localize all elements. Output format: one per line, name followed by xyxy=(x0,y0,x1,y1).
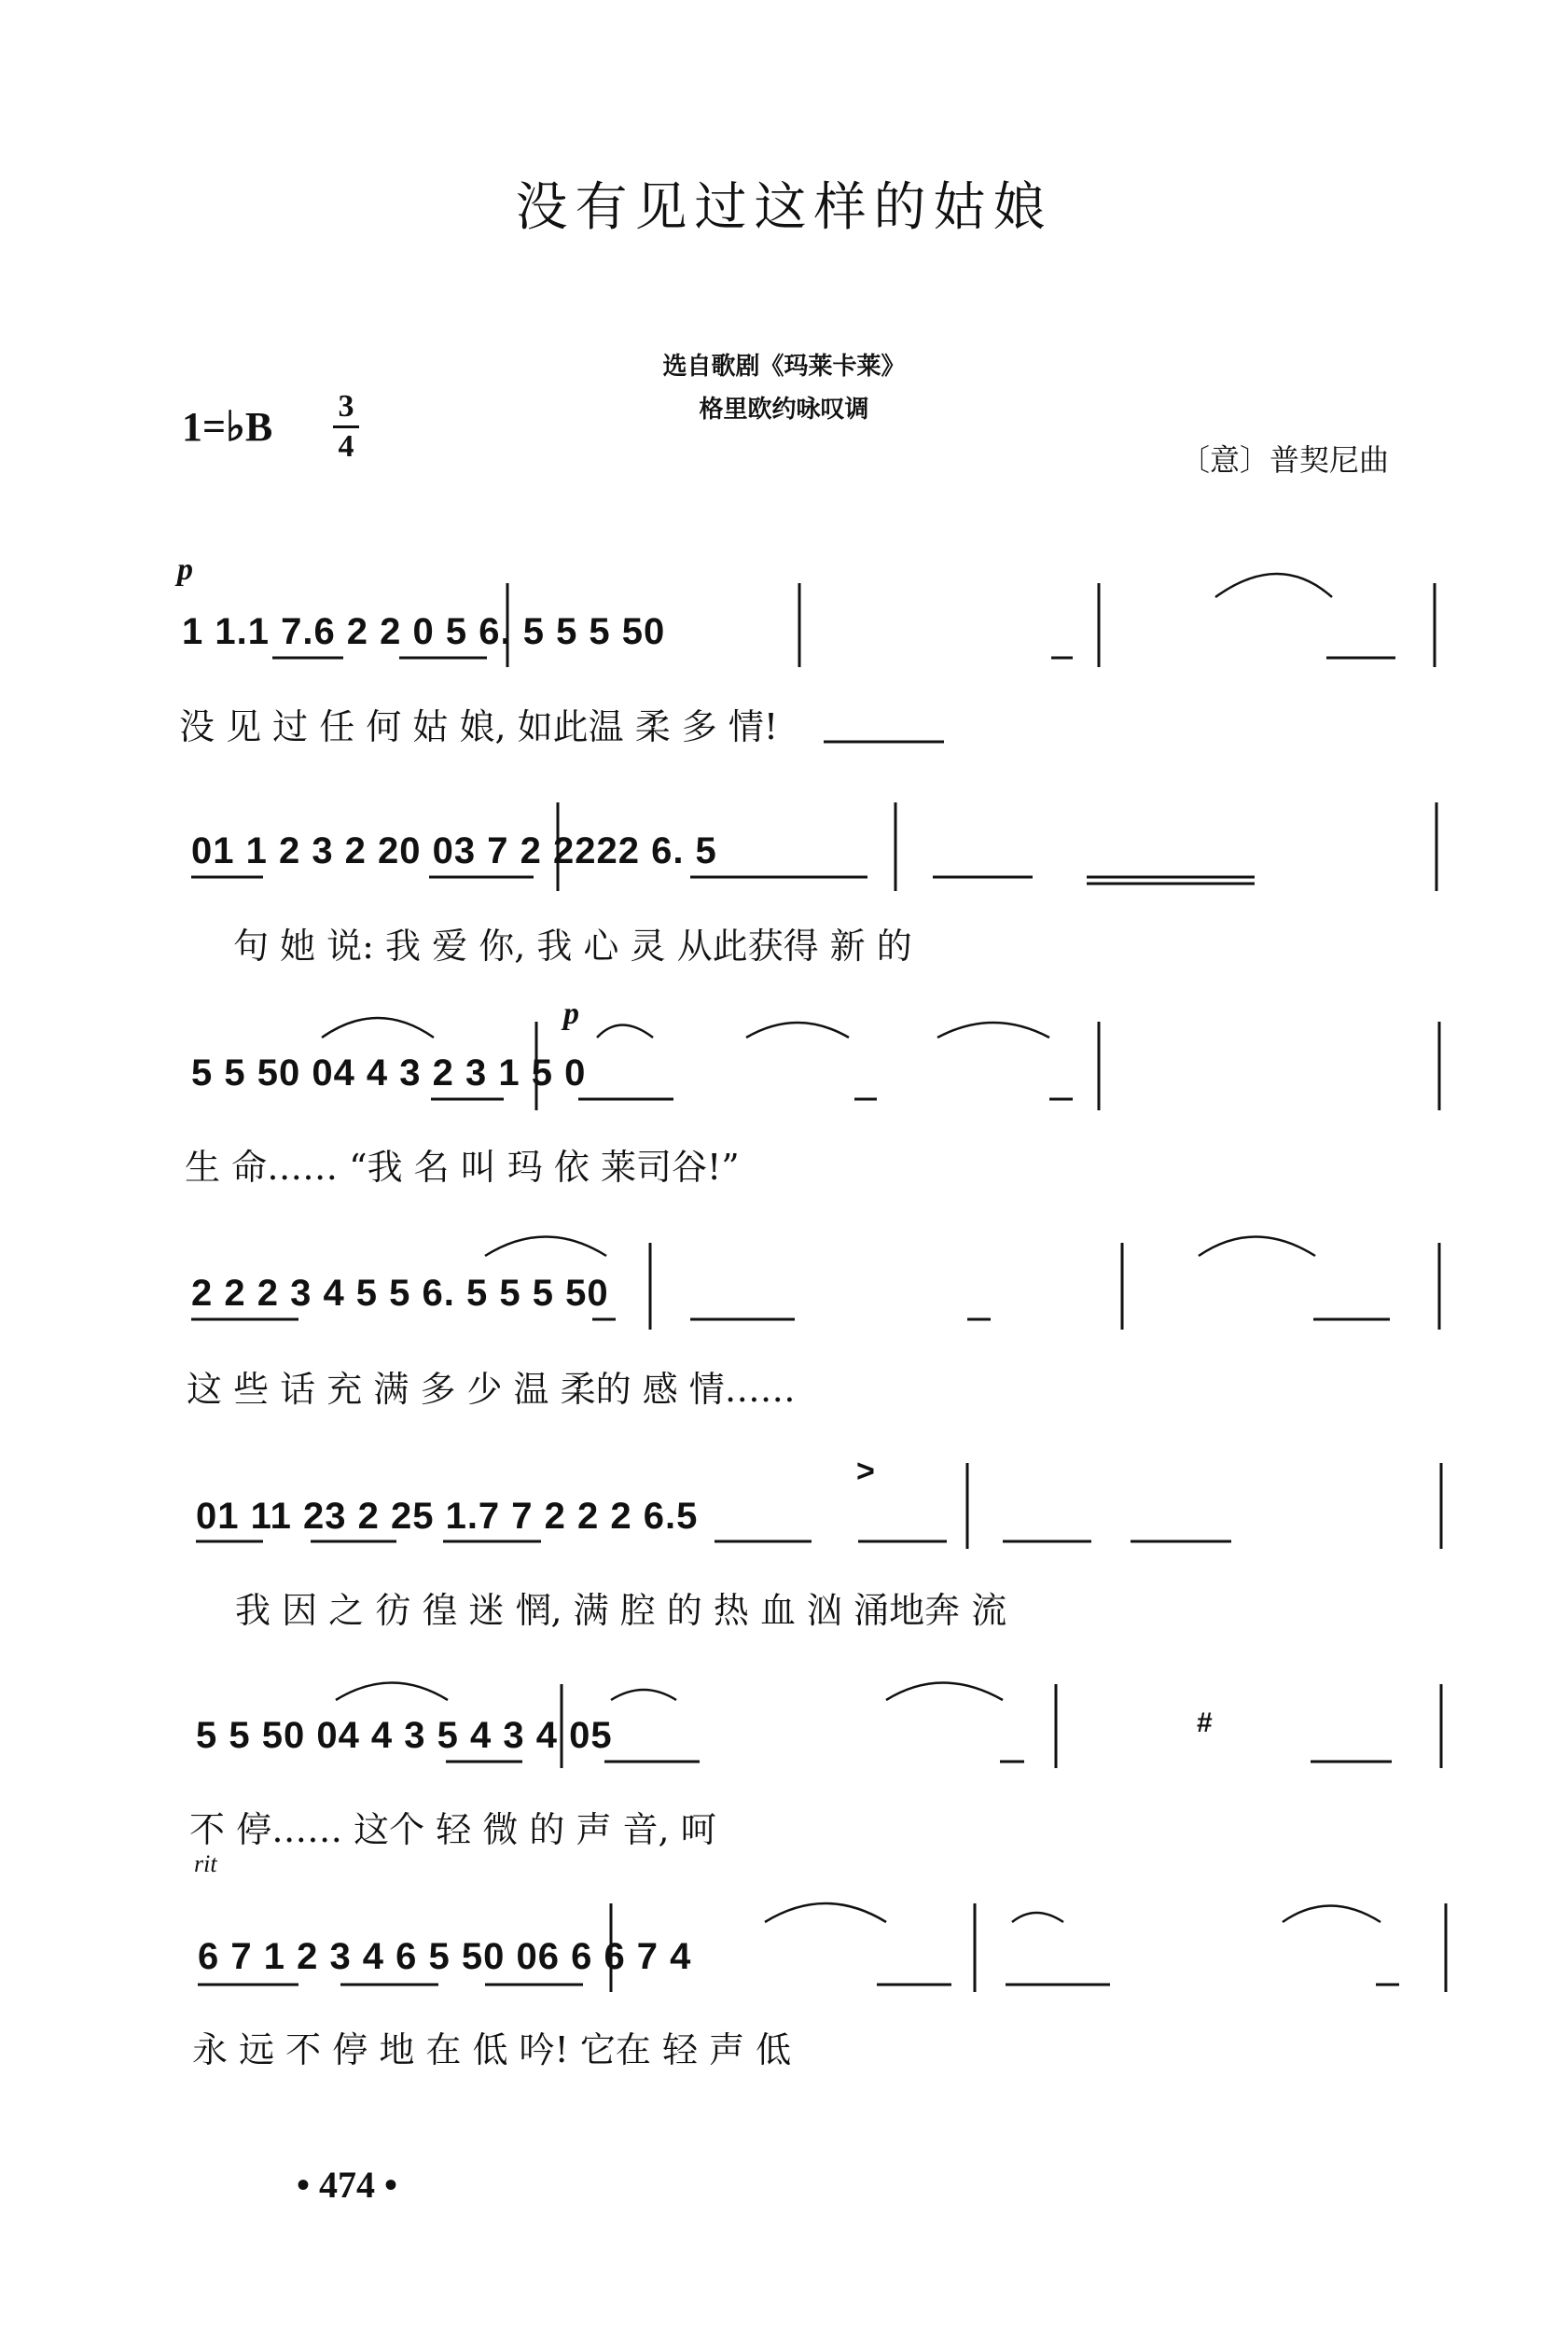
slur xyxy=(1215,574,1332,597)
notation-row-4: 2 2 2 3 4 5 5 6. 5 5 5 50 xyxy=(191,1273,609,1314)
slur xyxy=(937,1023,1049,1038)
accent-mark: > xyxy=(856,1454,875,1489)
slur xyxy=(485,1237,606,1257)
lyrics-row-4: 这 些 话 充 满 多 少 温 柔的 感 情…… xyxy=(187,1369,796,1410)
time-signature-top: 3 xyxy=(338,389,354,424)
notation-row-3: 5 5 50 04 4 3 2 3 1 5 0 xyxy=(191,1052,587,1094)
slur xyxy=(597,1025,653,1038)
slur xyxy=(336,1683,448,1701)
slur xyxy=(611,1690,676,1700)
lyrics-row-3: 生 命…… “我 名 叫 玛 依 莱司谷!” xyxy=(185,1147,740,1188)
lyrics-row-1: 没 见 过 任 何 姑 娘, 如此温 柔 多 情! xyxy=(179,706,779,747)
slur xyxy=(322,1018,434,1038)
notation-row-2: 01 1 2 3 2 20 03 7 2 2222 6. 5 xyxy=(191,830,717,871)
composer-credit: 〔意〕普契尼曲 xyxy=(1180,442,1390,478)
slur xyxy=(1199,1237,1315,1257)
notation-row-6: 5 5 50 04 4 3 5 4 3 4 05 xyxy=(196,1715,613,1756)
lyrics-row-5: 我 因 之 彷 徨 迷 惘, 满 腔 的 热 血 汹 涌地奔 流 xyxy=(235,1590,1007,1631)
slur xyxy=(886,1683,1003,1701)
slur xyxy=(1283,1906,1381,1923)
dynamic-piano-1: p xyxy=(177,552,193,587)
sharp-sign: # xyxy=(1197,1707,1213,1738)
notation-row-7: 6 7 1 2 3 4 6 5 50 06 6 6 7 4 xyxy=(198,1936,692,1977)
notation-row-5: 01 11 23 2 25 1.7 7 2 2 2 6.5 xyxy=(196,1496,699,1537)
ritardando-mark: rit xyxy=(194,1850,217,1877)
page-number: • 474 • xyxy=(297,2164,398,2206)
lyrics-row-6: 不 停…… 这个 轻 微 的 声 音, 呵 xyxy=(189,1809,716,1850)
slur xyxy=(746,1023,849,1038)
source-line-opera: 选自歌剧《玛莱卡莱》 xyxy=(662,353,906,381)
notation-row-1: 1 1.1 7.6 2 2 0 5 6. 5 5 5 50 xyxy=(182,611,666,652)
source-line-aria: 格里欧约咏叹调 xyxy=(699,396,869,424)
slur xyxy=(765,1903,886,1922)
page-title: 没有见过这样的姑娘 xyxy=(515,177,1053,238)
dynamic-piano-2: p xyxy=(563,996,579,1031)
lyrics-row-2: 句 她 说: 我 爱 你, 我 心 灵 从此获得 新 的 xyxy=(233,926,912,967)
key-signature: 1=♭B xyxy=(182,404,273,450)
lyrics-row-7: 永 远 不 停 地 在 低 吟! 它在 轻 声 低 xyxy=(192,2029,792,2070)
slur xyxy=(1012,1913,1063,1922)
time-signature-bottom: 4 xyxy=(338,429,354,464)
